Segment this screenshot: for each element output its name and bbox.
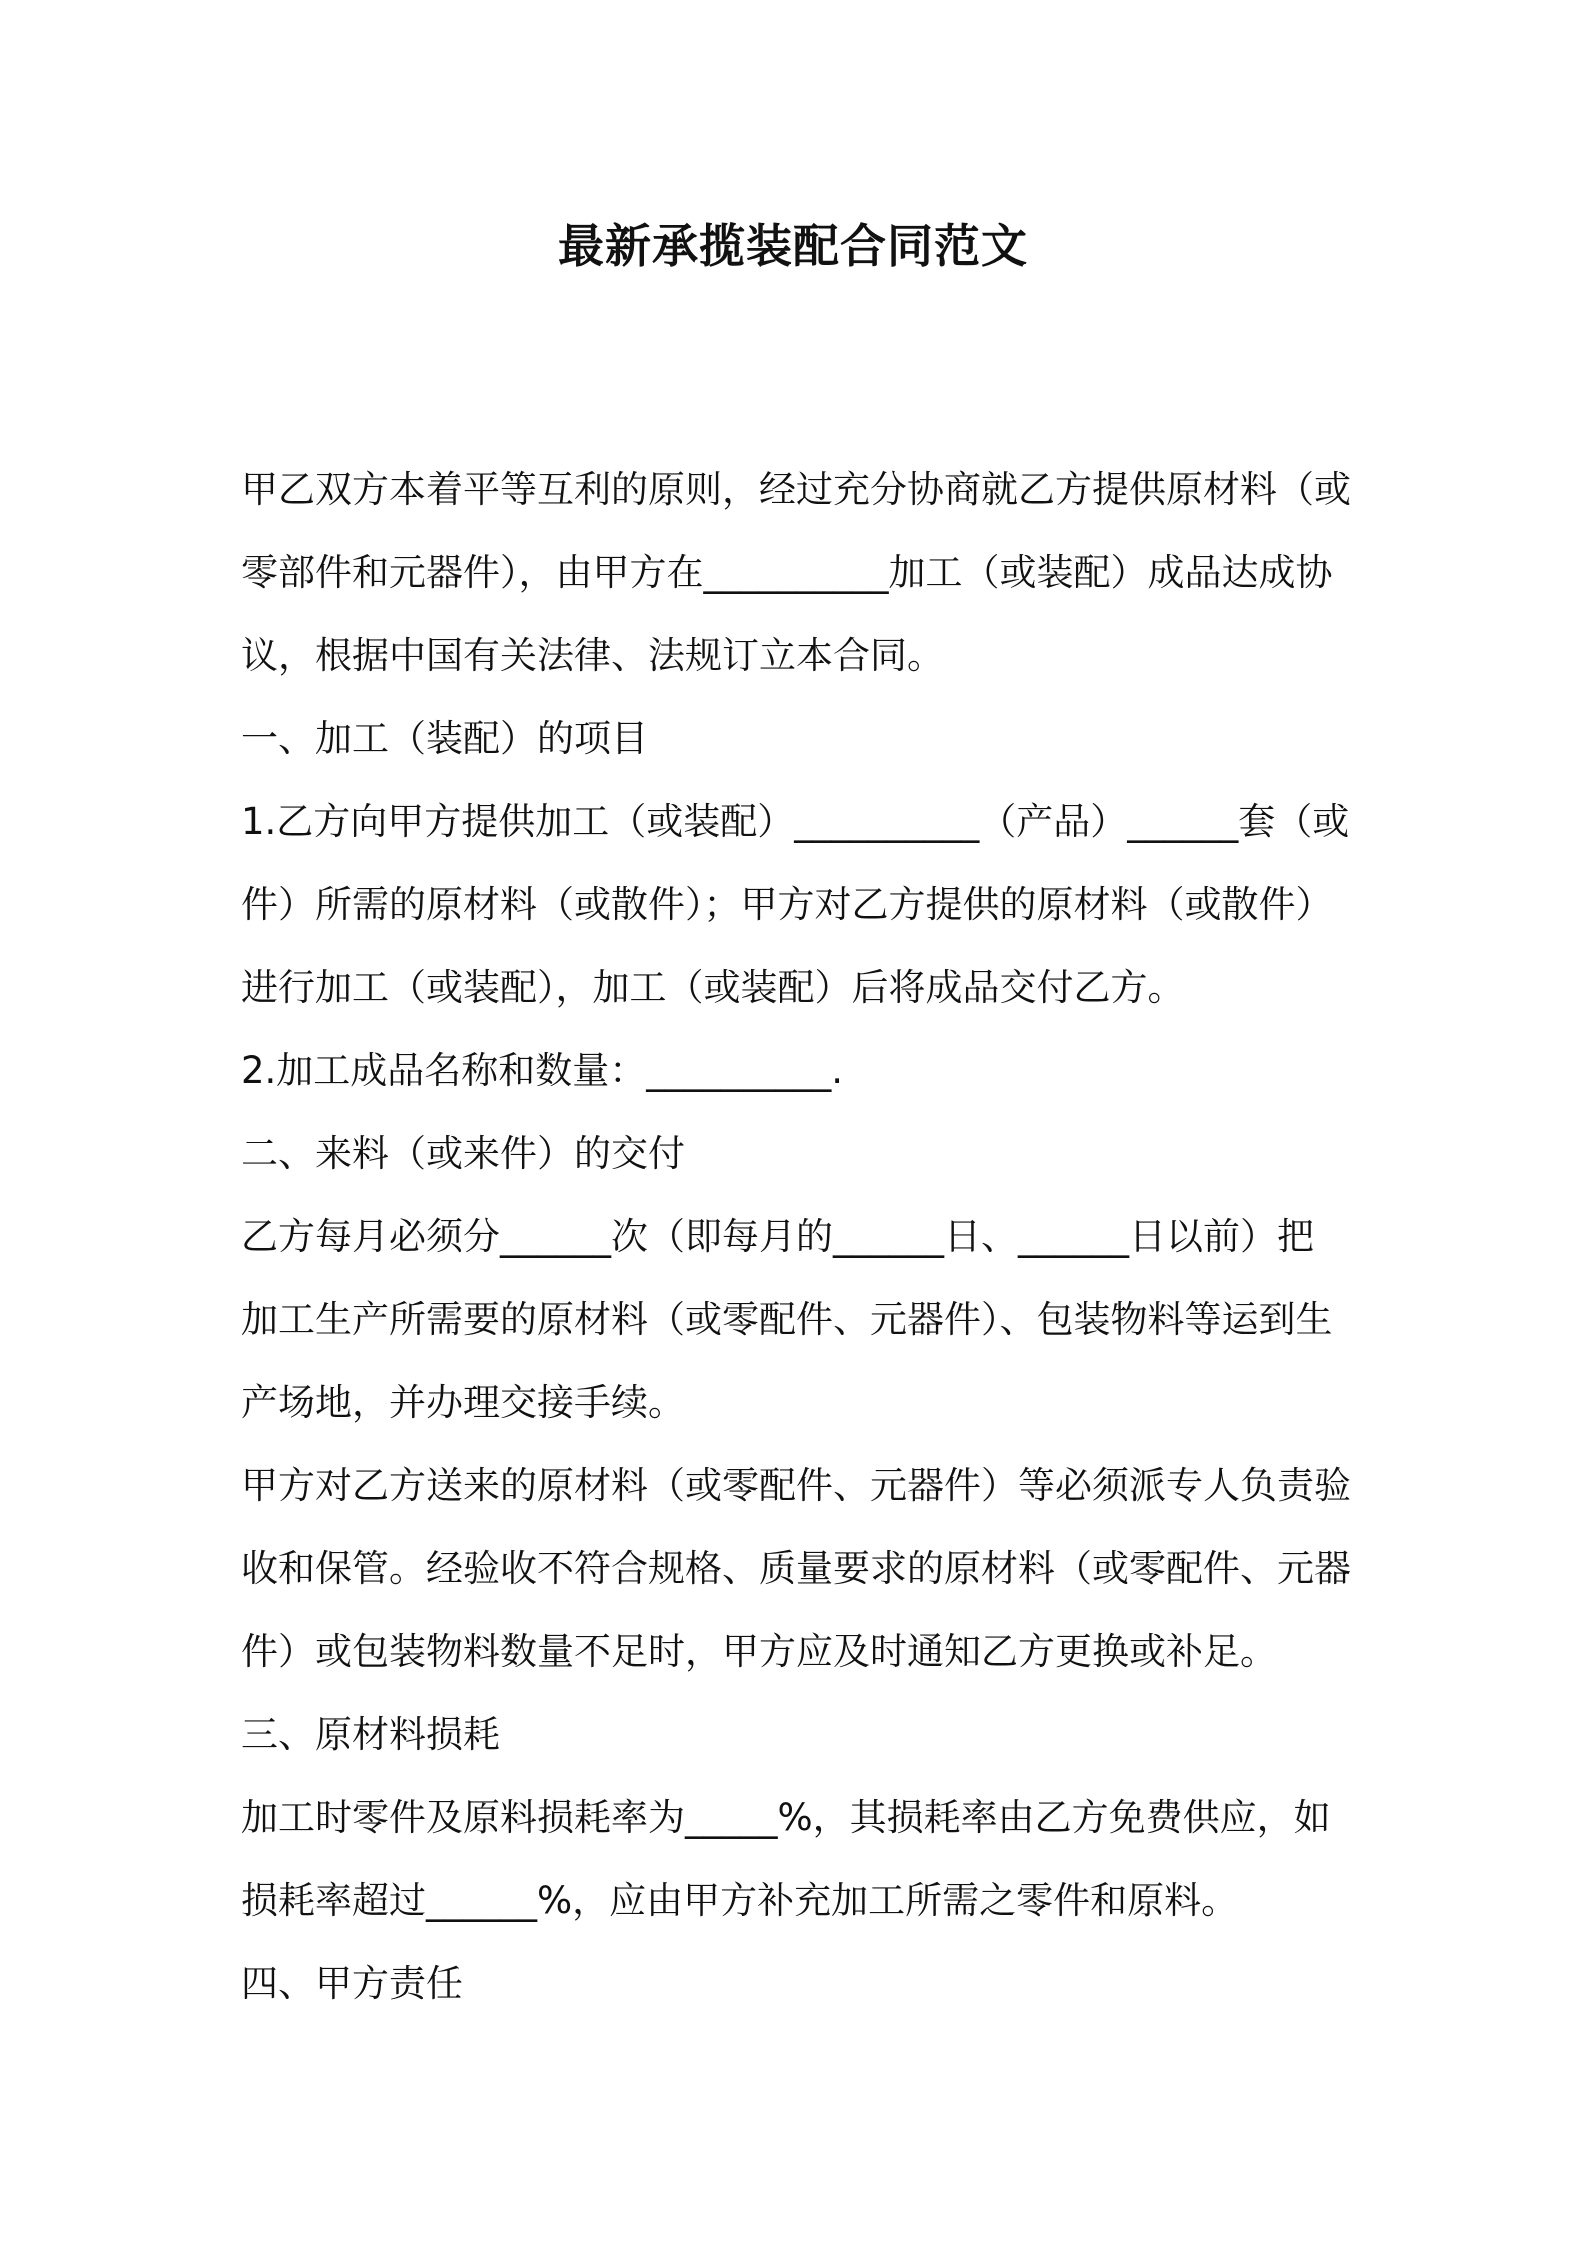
paragraph-line: 甲乙双方本着平等互利的原则，经过充分协商就乙方提供原材料（或 [241,468,1351,511]
section-heading: 三、原材料损耗 [241,1713,500,1756]
paragraph-line: 乙方每月必须分______次（即每月的______日、______日以前）把 [241,1215,1314,1258]
document-body [241,448,1353,2025]
paragraph-line: 2.加工成品名称和数量：__________. [241,1049,844,1092]
paragraph-line: 甲方对乙方送来的原材料（或零配件、元器件）等必须派专人负责验 [241,1464,1351,1507]
paragraph-line: 产场地，并办理交接手续。 [241,1381,685,1424]
paragraph-line: 收和保管。经验收不符合规格、质量要求的原材料（或零配件、元器 [241,1547,1351,1590]
section-heading: 四、甲方责任 [241,1962,463,2005]
paragraph-line: 1.乙方向甲方提供加工（或装配）__________（产品）______套（或 [241,800,1350,843]
paragraph-line: 损耗率超过______%，应由甲方补充加工所需之零件和原料。 [241,1879,1239,1922]
paragraph-line: 议，根据中国有关法律、法规订立本合同。 [241,634,944,677]
paragraph-line: 加工生产所需要的原材料（或零配件、元器件）、包装物料等运到生 [241,1298,1333,1341]
paragraph-line: 进行加工（或装配），加工（或装配）后将成品交付乙方。 [241,966,1185,1009]
paragraph-line: 零部件和元器件），由甲方在__________加工（或装配）成品达成协 [241,551,1333,594]
section-heading: 一、加工（装配）的项目 [241,717,648,760]
section-heading: 二、来料（或来件）的交付 [241,1132,685,1175]
paragraph-line: 件）或包装物料数量不足时，甲方应及时通知乙方更换或补足。 [241,1630,1277,1673]
paragraph-line: 件）所需的原材料（或散件）；甲方对乙方提供的原材料（或散件） [241,883,1333,926]
paragraph-line: 加工时零件及原料损耗率为_____%，其损耗率由乙方免费供应，如 [241,1796,1331,1839]
document-title: 最新承揽装配合同范文 [558,219,1028,273]
